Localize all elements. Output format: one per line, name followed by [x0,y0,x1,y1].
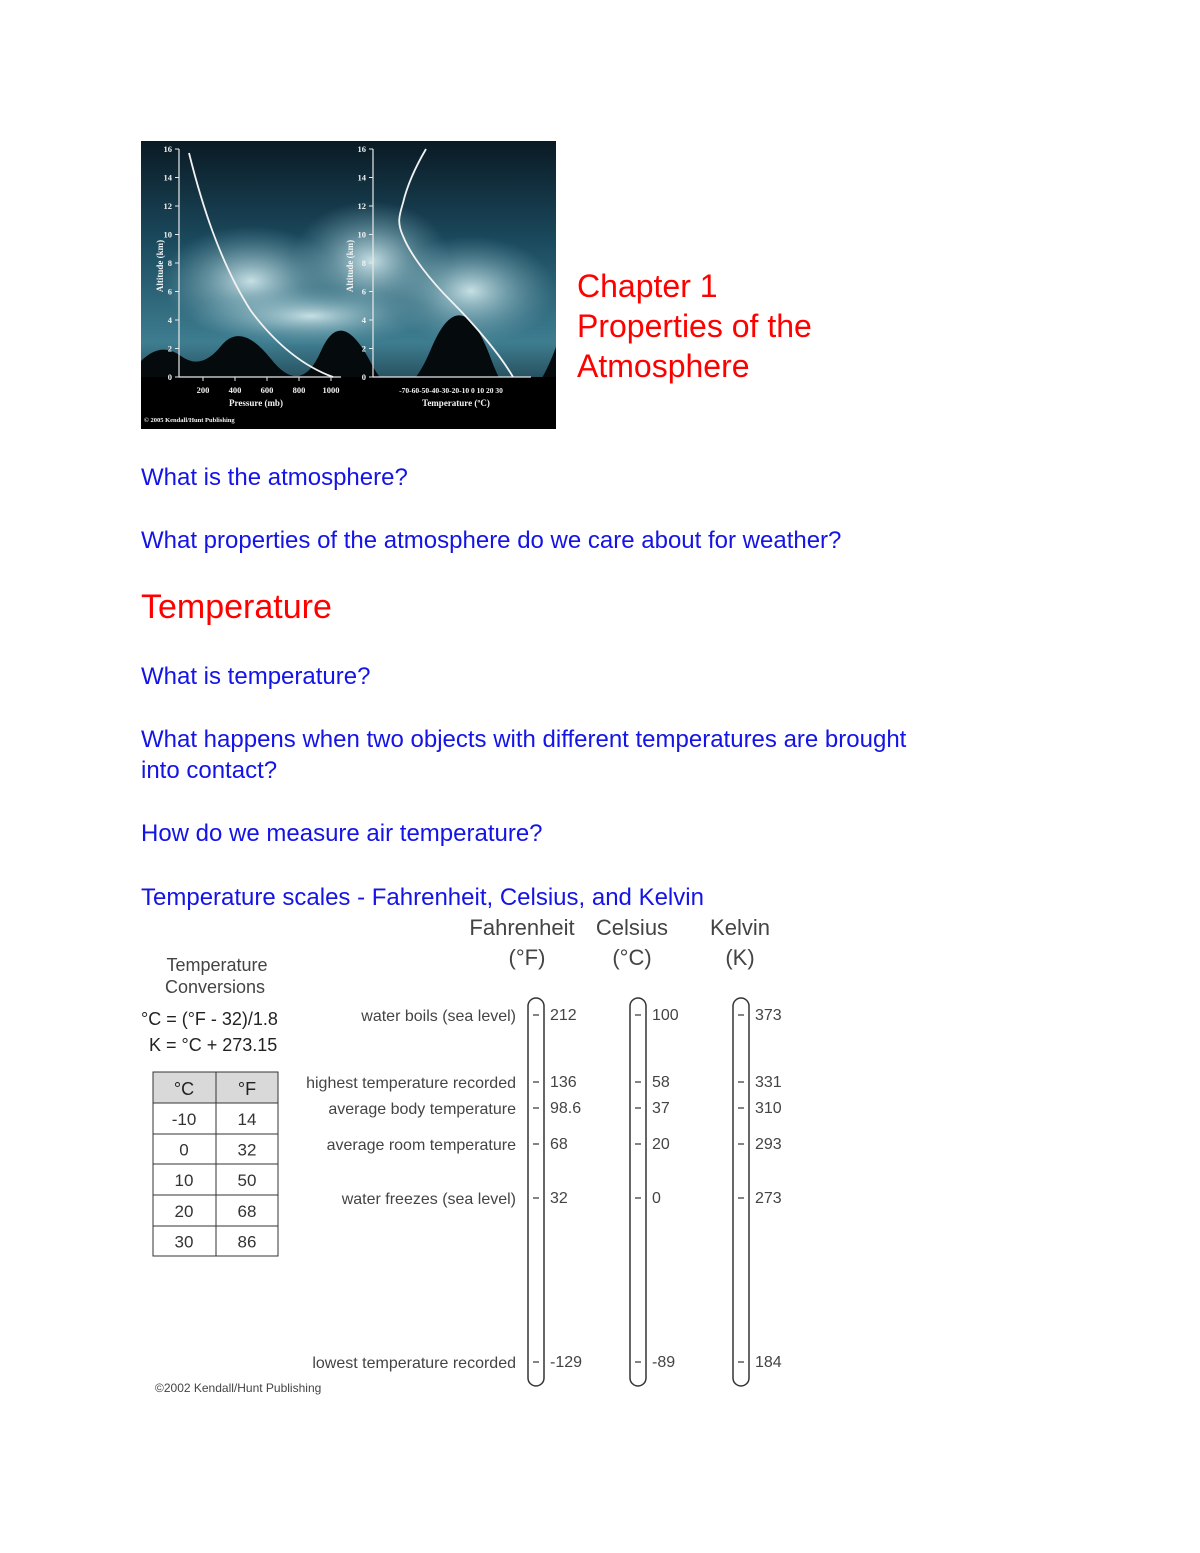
y-tick-label: 8 [361,258,366,268]
fahrenheit-value: 212 [550,1007,577,1024]
question-properties: What properties of the atmosphere do we care about for weather? [141,527,842,554]
table-cell-celsius: 20 [174,1201,194,1221]
fahrenheit-value: 98.6 [550,1100,582,1117]
formula-celsius: °C = (°F - 32)/1.8 [141,1009,278,1029]
celsius-value: 100 [652,1007,679,1024]
celsius-thermometer [630,998,646,1386]
kelvin-value: 293 [755,1136,782,1153]
temperature-scales-figure [130,905,820,1405]
table-cell-fahrenheit: 86 [237,1232,257,1252]
fahrenheit-value: 68 [550,1136,568,1153]
reference-label: average room temperature [326,1137,516,1154]
table-cell-celsius: 0 [179,1140,189,1160]
table-cell-fahrenheit: 14 [237,1110,257,1129]
x-tick-label: 800 [292,385,306,395]
pressure-xlabel: Pressure (mb) [229,398,283,408]
y-tick-label: 12 [357,201,366,211]
reference-label: water freezes (sea level) [341,1191,516,1208]
y-tick-label: 6 [167,286,172,297]
conversion-table [153,1072,278,1256]
y-tick-label: 2 [167,343,172,354]
conversions-title: Temperature [166,955,268,975]
table-header: °F [237,1079,257,1099]
question-scales: Temperature scales - Fahrenheit, Celsius, and Kelvin [141,884,704,911]
reference-label: highest temperature recorded [306,1075,516,1092]
table-cell-celsius: -10 [171,1110,197,1129]
question-contact-line: into contact? [141,757,278,784]
temperature-xlabel: Temperature (ºC) [422,398,490,408]
table-header: °C [173,1079,195,1099]
celsius-value: 20 [652,1136,670,1153]
kelvin-unit: (K) [725,945,755,970]
celsius-header: Celsius [595,915,669,940]
reference-label: water boils (sea level) [361,1008,516,1025]
celsius-unit: (°C) [612,945,652,970]
x-tick-label: 600 [260,385,274,395]
x-tick-label: 200 [196,385,210,395]
question-temperature: What is temperature? [141,663,371,690]
fahrenheit-value: 32 [550,1190,568,1207]
y-tick-label: 6 [361,286,366,297]
fahrenheit-value: -129 [550,1354,583,1371]
question-measure: How do we measure air temperature? [141,820,543,847]
question-atmosphere: What is the atmosphere? [141,464,408,491]
table-cell-fahrenheit: 32 [237,1140,257,1160]
section-heading: Temperature [141,588,332,626]
temperature-ylabel: Altitude (km) [345,239,355,293]
photo-credit: © 2005 Kendall/Hunt Publishing [144,417,235,424]
chapter-title-line: Properties of the [577,308,812,344]
question-contact [141,724,1041,786]
chapter-title-line: Chapter 1 [577,268,718,304]
y-tick-label: 2 [361,343,366,354]
kelvin-value: 310 [755,1100,782,1117]
y-tick-label: 10 [357,229,366,240]
y-tick-label: 16 [357,144,366,154]
x-tick-label: 1000 [322,385,340,395]
formula-kelvin: K = °C + 273.15 [149,1035,278,1055]
kelvin-value: 331 [755,1074,782,1091]
atmosphere-profile-figure [141,141,556,429]
fahrenheit-header: Fahrenheit [469,915,575,940]
chapter-title [577,266,812,386]
y-tick-label: 0 [361,372,366,382]
question-contact-line: What happens when two objects with different temperatures are brought [141,726,907,753]
fahrenheit-value: 136 [550,1074,577,1091]
kelvin-thermometer [733,998,749,1386]
celsius-value: 58 [652,1074,670,1091]
y-tick-label: 4 [361,315,366,325]
pressure-ylabel: Altitude (km) [155,239,165,293]
conversions-title: Conversions [164,977,266,997]
y-tick-label: 8 [167,258,172,268]
kelvin-value: 273 [755,1190,782,1207]
chapter-title-line: Atmosphere [577,348,750,384]
celsius-value: -89 [652,1354,676,1371]
y-tick-label: 10 [163,229,172,240]
reference-label: average body temperature [328,1101,516,1118]
table-cell-fahrenheit: 50 [237,1171,257,1191]
y-tick-label: 16 [163,144,172,154]
y-tick-label: 0 [167,372,172,382]
fahrenheit-thermometer [528,998,544,1386]
kelvin-value: 184 [755,1354,782,1371]
table-cell-fahrenheit: 68 [237,1201,257,1221]
y-tick-label: 14 [357,172,366,183]
y-tick-label: 4 [167,315,172,325]
table-cell-celsius: 30 [174,1232,194,1252]
kelvin-value: 373 [755,1007,782,1024]
table-cell-celsius: 10 [174,1171,194,1191]
celsius-value: 0 [652,1190,661,1207]
x-tick-label: 400 [228,385,242,395]
celsius-value: 37 [652,1100,670,1117]
cloud-shape [191,286,431,346]
fahrenheit-unit: (°F) [508,945,546,970]
temperature-xticks: -70-60-50-40-30-20-10 0 10 20 30 [399,386,503,395]
scales-credit: ©2002 Kendall/Hunt Publishing [155,1381,322,1395]
kelvin-header: Kelvin [710,915,770,940]
y-tick-label: 12 [163,201,172,211]
reference-label: lowest temperature recorded [312,1355,516,1372]
y-tick-label: 14 [163,172,172,183]
